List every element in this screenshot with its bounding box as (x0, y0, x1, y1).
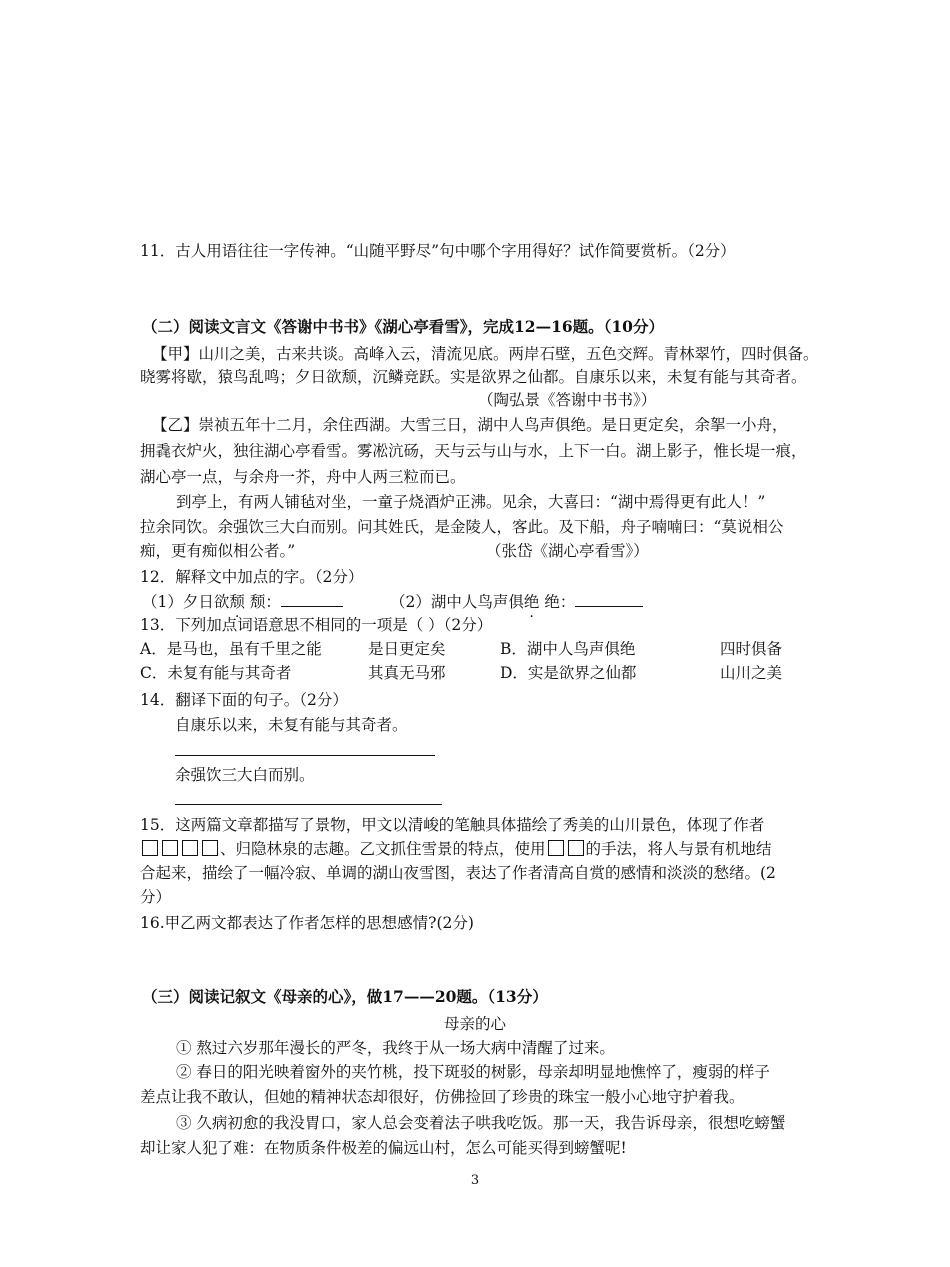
answer-box[interactable] (182, 840, 198, 856)
essay-paragraph-2-line-2: 差点让我不敢认，但她的精神状态却很好，仿佛捡回了珍贵的珠宝一般小心地守护着我。 (140, 1088, 745, 1106)
section-2-heading: （二）阅读文言文《答谢中书书》《湖心亭看雪》，完成12—16题。（10分） (142, 317, 664, 336)
option-d-right: 山川之美 (720, 664, 783, 682)
passage-jia-line-1: 【甲】山川之美，古来共谈。高峰入云，清流见底。两岸石壁，五色交辉。青林翠竹，四时俱备。 (152, 345, 819, 363)
question-15-line-3: 合起来，描绘了一幅冷寂、单调的湖山夜雪图，表达了作者清高自赏的感情和淡淡的愁绪。(2 (140, 864, 776, 882)
passage-jia-source: （陶弘景《答谢中书书》） (478, 391, 657, 409)
question-15-line-4: 分） (140, 888, 172, 906)
question-15-line-1: 15．这两篇文章都描写了景物，甲文以清峻的笔触具体描绘了秀美的山川景色，体现了作者 (140, 816, 765, 834)
translate-sentence-2: 余强饮三大白而别。 (175, 766, 315, 784)
answer-box[interactable] (162, 840, 178, 856)
section-3-heading: （三）阅读记叙文《母亲的心》，做17——20题。（13分） (142, 987, 548, 1006)
essay-paragraph-2-line-1: ② 春日的阳光映着窗外的夹竹桃，投下斑驳的树影，母亲却明显地憔悴了，瘦弱的样子 (176, 1063, 770, 1081)
answer-box[interactable] (142, 840, 158, 856)
passage-yi-line-6: 痴，更有痴似相公者。” (140, 542, 296, 560)
question-12: 12．解释文中加点的字。（2分） (140, 568, 364, 586)
answer-box[interactable] (568, 840, 584, 856)
question-12-item-1: （1）夕日欲颓 颓： (142, 590, 343, 613)
answer-box[interactable] (202, 840, 218, 856)
essay-paragraph-3-line-2: 却让家人犯了难：在物质条件极差的偏远山村，怎么可能买得到螃蟹呢! (140, 1139, 627, 1157)
option-a-left: A．是马也，虽有千里之能 (140, 640, 322, 658)
page-number: 3 (470, 1173, 480, 1188)
essay-paragraph-1: ① 熬过六岁那年漫长的严冬，我终于从一场大病中清醒了过来。 (176, 1039, 615, 1057)
passage-yi-line-4: 到亭上，有两人铺毡对坐，一童子烧酒炉正沸。见余，大喜曰：“湖中焉得更有此人！” (176, 493, 766, 511)
passage-yi-line-1: 【乙】崇祯五年十二月，余住西湖。大雪三日，湖中人鸟声俱绝。是日更定矣，余挐一小舟， (152, 416, 788, 434)
question-13: 13．下列加点词语意思不相同的一项是（ ）（2分） (140, 616, 493, 634)
option-d-left: D．实是欲界之仙都 (500, 664, 637, 682)
question-16: 16.甲乙两文都表达了作者怎样的思想感情?(2分) (140, 914, 474, 932)
passage-yi-line-5: 拉余同饮。余强饮三大白而别。问其姓氏，是金陵人，客此。及下船，舟子喃喃曰：“莫说相公 (140, 518, 784, 536)
answer-box[interactable] (548, 840, 564, 856)
option-a-right: 是日更定矣 (368, 640, 446, 658)
essay-title: 母亲的心 (443, 1015, 506, 1033)
question-11: 11．古人用语往往一字传神。“山随平野尽”句中哪个字用得好？试作简要赏析。（2分） (140, 242, 736, 260)
answer-line-1[interactable] (175, 755, 435, 756)
translate-sentence-1: 自康乐以来，未复有能与其奇者。 (175, 716, 408, 734)
option-c-right: 其真无马邪 (368, 664, 446, 682)
option-b-right: 四时俱备 (720, 640, 783, 658)
option-b-left: B．湖中人鸟声俱绝 (500, 640, 636, 658)
essay-paragraph-3-line-1: ③ 久病初愈的我没胃口，家人总会变着法子哄我吃饭。那一天，我告诉母亲，很想吃螃蟹 (176, 1114, 786, 1132)
passage-jia-line-2: 晓雾将歇，猿鸟乱鸣；夕日欲颓，沉鳞竞跃。实是欲界之仙都。自康乐以来，未复有能与其奇者。 (140, 368, 807, 386)
question-12-item-2: （2）湖中人鸟声俱绝 绝： (390, 590, 643, 613)
passage-yi-line-2: 拥毳衣炉火，独往湖心亭看雪。雾凇沆砀，天与云与山与水，上下一白。湖上影子，惟长堤一痕， (140, 442, 807, 460)
question-15-line-2: 、归隐林泉的志趣。乙文抓住雪景的特点，使用 的手法，将人与景有机地结 (140, 838, 772, 860)
passage-yi-source: （张岱《湖心亭看雪》） (486, 542, 649, 560)
passage-yi-line-3: 湖心亭一点，与余舟一芥，舟中人两三粒而已。 (140, 468, 466, 486)
question-14: 14．翻译下面的句子。（2分） (140, 691, 348, 709)
option-c-left: C．未复有能与其奇者 (140, 664, 292, 682)
answer-line-2[interactable] (175, 804, 442, 805)
